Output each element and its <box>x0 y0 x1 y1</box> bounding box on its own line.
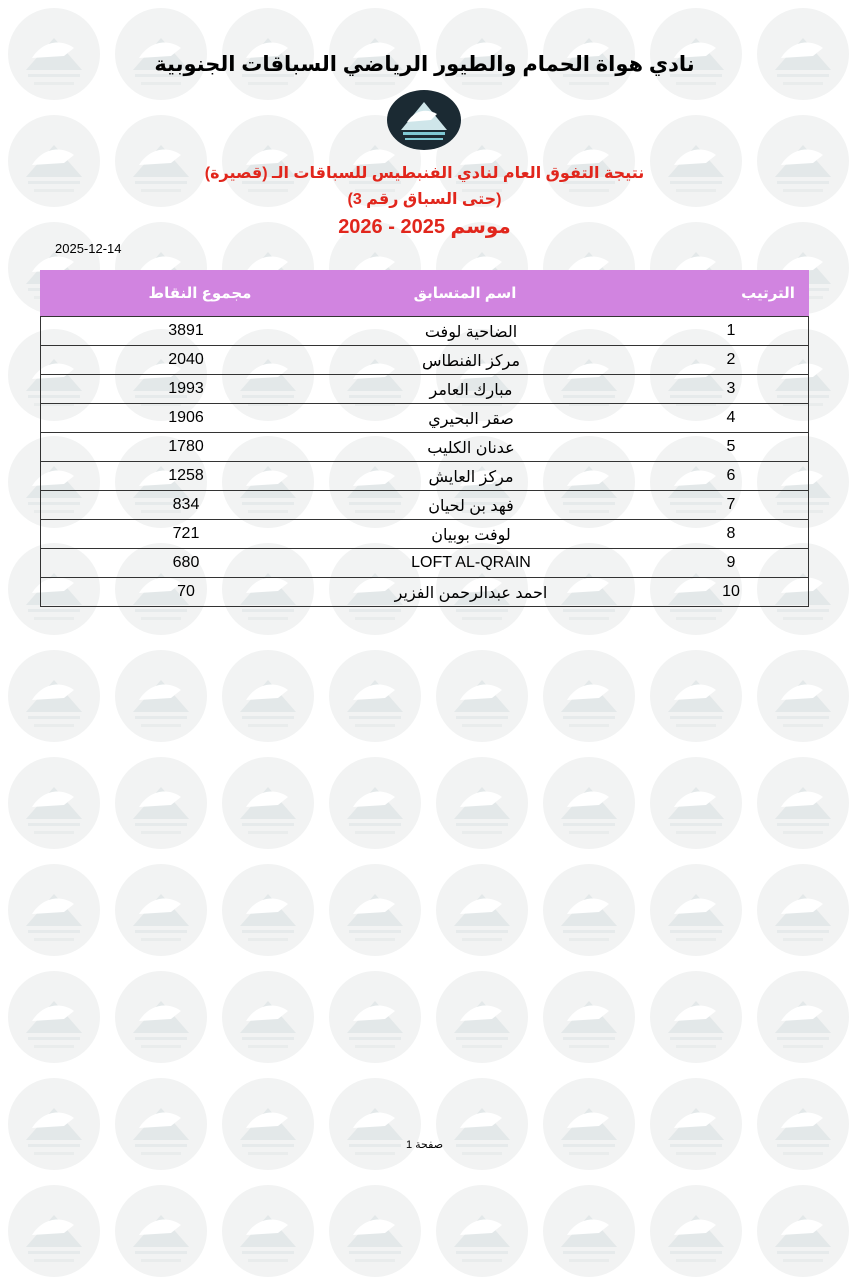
points-cell: 1780 <box>168 438 204 455</box>
competitor-name-cell: فهد بن لحيان <box>428 498 514 515</box>
table-row <box>40 548 809 578</box>
race-number-note: (حتى السباق رقم 3) <box>347 191 502 208</box>
points-cell: 70 <box>177 583 195 600</box>
result-title: نتيجة التفوق العام لنادي الفنبطيس للسباقات الـ (قصيرة) <box>204 165 645 182</box>
competitor-name-cell: الضاحية لوفت <box>424 324 518 341</box>
rank-cell: 6 <box>726 467 736 484</box>
club-logo <box>387 90 461 150</box>
points-cell: 1906 <box>168 409 204 426</box>
table-row <box>40 316 809 346</box>
rank-cell: 8 <box>726 525 736 542</box>
table-row <box>40 374 809 404</box>
competitor-name-cell: لوفت بوبيان <box>431 527 511 544</box>
table-row <box>40 432 809 462</box>
points-cell: 721 <box>172 525 200 542</box>
column-header-points: مجموع النقاط <box>148 285 252 302</box>
points-cell: 2040 <box>168 351 204 368</box>
rank-cell: 7 <box>726 496 736 513</box>
rank-cell: 9 <box>726 554 736 571</box>
rank-cell: 4 <box>726 409 736 426</box>
points-cell: 834 <box>172 496 200 513</box>
competitor-name-cell: احمد عبدالرحمن الفزير <box>394 585 548 602</box>
table-row <box>40 461 809 491</box>
competitor-name-cell: LOFT AL-QRAIN <box>411 554 531 571</box>
table-row <box>40 345 809 375</box>
table-row <box>40 490 809 520</box>
rank-cell: 5 <box>726 438 736 455</box>
points-cell: 680 <box>172 554 200 571</box>
rank-cell: 1 <box>726 322 736 339</box>
competitor-name-cell: صقر البحيري <box>428 411 514 428</box>
column-header-name: اسم المتسابق <box>413 285 517 302</box>
page-number: صفحة 1 <box>405 1139 444 1151</box>
club-title: نادي هواة الحمام والطيور الرياضي السباقات الجنوبية <box>154 53 695 76</box>
points-cell: 1258 <box>168 467 204 484</box>
rank-cell: 10 <box>722 583 740 600</box>
points-cell: 1993 <box>168 380 204 397</box>
competitor-name-cell: عدنان الكليب <box>427 440 515 457</box>
competitor-name-cell: مركز العايش <box>428 469 514 486</box>
table-row <box>40 519 809 549</box>
column-header-rank: الترتيب <box>741 285 795 302</box>
table-row <box>40 577 809 607</box>
table-row <box>40 403 809 433</box>
points-cell: 3891 <box>168 322 204 339</box>
rank-cell: 3 <box>726 380 736 397</box>
report-date: 2025-12-14 <box>55 241 122 256</box>
season-label: موسم 2025 - 2026 <box>338 216 511 238</box>
competitor-name-cell: مبارك العامر <box>429 382 513 399</box>
competitor-name-cell: مركز الفنطاس <box>421 353 521 370</box>
rank-cell: 2 <box>726 351 736 368</box>
table-header <box>40 270 809 316</box>
